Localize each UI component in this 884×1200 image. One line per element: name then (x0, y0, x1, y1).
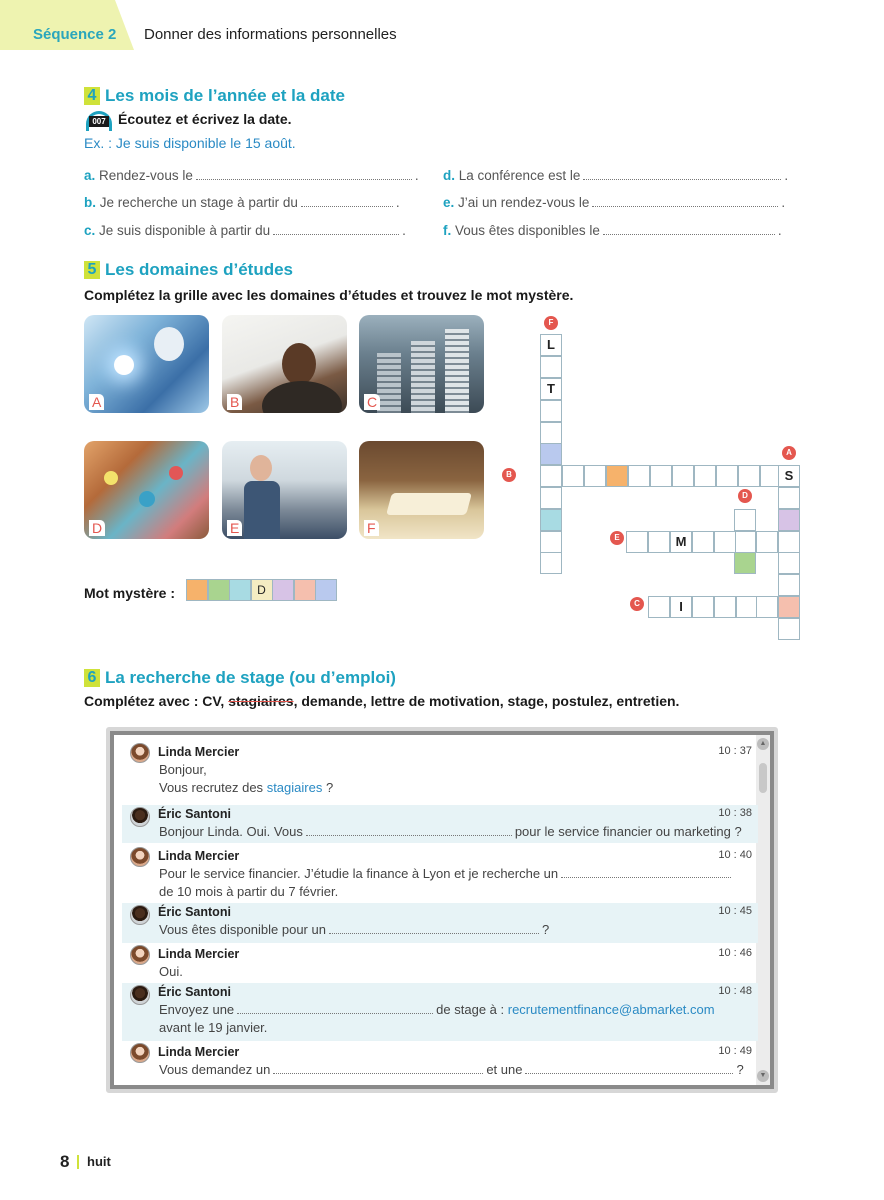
crossword-cell[interactable] (540, 400, 562, 422)
crossword-cell[interactable] (738, 465, 760, 487)
message-text: avant le 19 janvier. (159, 1020, 268, 1035)
message-text (159, 922, 549, 937)
science-lab-photo (84, 315, 209, 413)
avatar-linda (130, 743, 150, 763)
crossword-clue-marker: F (544, 316, 558, 330)
scroll-thumb[interactable] (759, 763, 767, 793)
question-text: J’ai un rendez-vous le (458, 195, 590, 210)
footer-divider (77, 1155, 79, 1169)
answer-blank[interactable] (583, 170, 781, 180)
photo-label: B (227, 394, 242, 410)
chat-message (122, 743, 758, 805)
crossword-cell[interactable]: T (540, 378, 562, 400)
email-link[interactable]: recrutementfinance@abmarket.com (507, 1002, 715, 1017)
crossword-cell[interactable] (540, 422, 562, 444)
question-letter: d. (443, 168, 455, 183)
chat-window (106, 727, 778, 1093)
message-text-part: pour le service financier ou marketing ? (514, 824, 742, 839)
section-5-instruction: Complétez la grille avec les domaines d’études et trouvez le mot mystère. (84, 287, 574, 303)
crossword-cell[interactable] (778, 596, 800, 618)
photo-label: C (364, 394, 380, 410)
answer-blank[interactable] (592, 197, 778, 207)
chat-scrollbar[interactable] (756, 735, 770, 1085)
crossword-cell[interactable] (606, 465, 628, 487)
page-number: 8 (60, 1152, 70, 1171)
sequence-label: Séquence 2 (33, 26, 117, 43)
finance-coins-photo (359, 315, 484, 413)
question-text: Vous êtes disponibles le (455, 223, 600, 238)
answer-blank[interactable] (301, 197, 393, 207)
message-time: 10 : 45 (718, 905, 752, 917)
example-text: Je suis disponible le 15 août. (115, 135, 296, 151)
crossword-cell[interactable] (778, 574, 800, 596)
scroll-up-icon[interactable]: ▲ (757, 738, 769, 750)
chat-message (122, 1043, 758, 1083)
section-title-text: La recherche de stage (ou d’emploi) (105, 668, 396, 687)
message-text-part: de stage à : (436, 1002, 505, 1017)
crossword-cell[interactable] (692, 596, 714, 618)
message-text-part: ? (736, 1062, 744, 1077)
audio-track-number: 007 (89, 116, 109, 127)
crossword-cell[interactable] (714, 596, 736, 618)
avatar-linda (130, 945, 150, 965)
crossword-cell[interactable] (734, 552, 756, 574)
message-text-part: et une (486, 1062, 523, 1077)
question-e: e. J’ai un rendez-vous le . (443, 195, 786, 210)
message-text-part: Vous êtes disponible pour un (159, 922, 326, 937)
answer-blank[interactable] (525, 1064, 733, 1074)
avatar-eric (130, 807, 150, 827)
question-c: c. Je suis disponible à partir du . (84, 223, 406, 238)
message-time: 10 : 49 (718, 1045, 752, 1057)
message-text: Bonjour, (159, 762, 207, 777)
mystery-letter-box[interactable]: D (251, 579, 273, 601)
section-6-title (84, 668, 396, 688)
crossword-cell[interactable] (628, 465, 650, 487)
chat-content (114, 735, 770, 1085)
message-time: 10 : 46 (718, 947, 752, 959)
message-text (159, 1062, 744, 1077)
page-number-word: huit (87, 1154, 111, 1169)
mystery-word-label: Mot mystère : (84, 585, 176, 601)
crossword-cell[interactable] (648, 531, 670, 553)
art-painting-photo (84, 441, 209, 539)
message-text-part: Vous demandez un (159, 1062, 271, 1077)
chat-message (122, 983, 758, 1041)
section-4-instruction (84, 111, 292, 127)
crossword-cell[interactable] (540, 509, 562, 531)
crossword-cell[interactable] (756, 531, 778, 553)
question-letter: e. (443, 195, 455, 210)
answer-blank[interactable] (237, 1004, 433, 1014)
commerce-shop-photo (222, 441, 347, 539)
crossword-cell[interactable]: M (670, 531, 692, 553)
message-author: Linda Mercier (158, 947, 240, 961)
answer-blank[interactable] (273, 1064, 483, 1074)
message-author: Linda Mercier (158, 745, 240, 759)
instruction-text: Écoutez et écrivez la date. (118, 111, 292, 127)
question-letter: c. (84, 223, 96, 238)
message-time: 10 : 48 (718, 985, 752, 997)
message-text (159, 1002, 715, 1017)
crossword-cell[interactable] (778, 509, 800, 531)
avatar-linda (130, 847, 150, 867)
section-number: 5 (84, 261, 100, 279)
example-line (84, 135, 296, 151)
scroll-down-icon[interactable]: ▼ (757, 1070, 769, 1082)
crossword-cell[interactable] (540, 356, 562, 378)
crossword-cell[interactable] (562, 465, 584, 487)
crossword-cell[interactable]: L (540, 334, 562, 356)
question-d: d. La conférence est le . (443, 168, 789, 183)
section-5-title (84, 260, 293, 280)
mystery-letter-box[interactable] (315, 579, 337, 601)
message-author: Linda Mercier (158, 849, 240, 863)
audio-headphones-icon[interactable] (84, 111, 114, 127)
message-text-part: Envoyez une (159, 1002, 235, 1017)
mystery-letter-box[interactable] (272, 579, 294, 601)
photo-label: F (364, 520, 379, 536)
message-author: Éric Santoni (158, 807, 231, 821)
question-text: Rendez-vous le (99, 168, 193, 183)
message-text-part: Vous recrutez des (159, 780, 264, 795)
message-text: Oui. (159, 964, 183, 979)
photo-label: A (89, 394, 104, 410)
question-f: f. Vous êtes disponibles le . (443, 223, 782, 238)
message-text (159, 824, 742, 839)
message-text: de 10 mois à partir du 7 février. (159, 884, 339, 899)
mystery-letter-box[interactable] (208, 579, 230, 601)
crossword-clue-marker: E (610, 531, 624, 545)
photo-label: E (227, 520, 242, 536)
message-author: Éric Santoni (158, 985, 231, 999)
crossword-cell[interactable] (650, 465, 672, 487)
message-text-part: ? (325, 780, 334, 795)
question-letter: a. (84, 168, 96, 183)
answer-blank[interactable] (306, 826, 512, 836)
crossword-cell[interactable]: S (778, 465, 800, 487)
question-text: Je suis disponible à partir du (99, 223, 271, 238)
question-a: a. Rendez-vous le . (84, 168, 419, 183)
literature-books-photo (359, 441, 484, 539)
crossword-cell[interactable] (756, 596, 778, 618)
crossword-cell[interactable] (672, 465, 694, 487)
mystery-letter-box[interactable] (229, 579, 251, 601)
crossword-clue-marker: D (738, 489, 752, 503)
crossword-cell[interactable] (626, 531, 648, 553)
section-number: 4 (84, 87, 100, 105)
mathematics-student-photo (222, 315, 347, 413)
message-author: Linda Mercier (158, 1045, 240, 1059)
crossword-cell[interactable] (778, 618, 800, 640)
crossword-cell[interactable] (540, 552, 562, 574)
crossword-cell[interactable] (734, 509, 756, 531)
crossword-cell[interactable] (778, 487, 800, 509)
crossword-cell[interactable] (716, 465, 738, 487)
avatar-eric (130, 985, 150, 1005)
crossword-cell[interactable] (714, 531, 736, 553)
question-text: La conférence est le (458, 168, 581, 183)
instruction-suffix: , demande, lettre de motivation, stage, postulez, entretien. (293, 693, 680, 709)
crossword-cell[interactable] (540, 531, 562, 553)
message-text (159, 780, 333, 795)
message-time: 10 : 37 (718, 745, 752, 757)
instruction-prefix: Complétez avec : CV, (84, 693, 225, 709)
message-text-part: ? (541, 922, 550, 937)
answer-blank[interactable] (603, 225, 775, 235)
chat-message (122, 847, 758, 903)
crossword-cell[interactable] (736, 596, 758, 618)
message-text-part: Bonjour Linda. Oui. Vous (159, 824, 303, 839)
example-label: Ex. : (84, 135, 113, 151)
section-6-instruction (84, 693, 679, 709)
message-highlight: stagiaires (266, 780, 323, 795)
crossword-cell[interactable] (584, 465, 606, 487)
answer-blank[interactable] (273, 225, 399, 235)
avatar-eric (130, 905, 150, 925)
crossword-clue-marker: B (502, 468, 516, 482)
section-4-title (84, 86, 345, 106)
question-letter: b. (84, 195, 96, 210)
message-time: 10 : 40 (718, 849, 752, 861)
crossword-cell[interactable] (648, 596, 670, 618)
message-author: Éric Santoni (158, 905, 231, 919)
crossword-cell[interactable] (540, 443, 562, 465)
answer-blank[interactable] (561, 868, 731, 878)
crossword-clue-marker: A (782, 446, 796, 460)
message-text (159, 866, 734, 881)
chat-message (122, 805, 758, 843)
question-text: Je recherche un stage à partir du (99, 195, 298, 210)
mystery-letter-box[interactable] (294, 579, 316, 601)
crossword-cell[interactable] (692, 531, 714, 553)
chat-message (122, 945, 758, 983)
crossword-cell[interactable] (694, 465, 716, 487)
section-number: 6 (84, 669, 100, 687)
answer-blank[interactable] (196, 170, 412, 180)
avatar-linda (130, 1043, 150, 1063)
photo-label: D (89, 520, 105, 536)
answer-blank[interactable] (329, 924, 539, 934)
crossword-clue-marker: C (630, 597, 644, 611)
message-text-part: Pour le service financier. J’étudie la finance à Lyon et je recherche un (159, 866, 559, 881)
section-title-text: Les domaines d’études (105, 260, 293, 279)
question-letter: f. (443, 223, 452, 238)
instruction-struck-word: stagiaires (228, 693, 294, 709)
question-b: b. Je recherche un stage à partir du . (84, 195, 400, 210)
crossword-cell[interactable]: I (670, 596, 692, 618)
section-title-text: Les mois de l’année et la date (105, 86, 345, 105)
crossword-cell[interactable] (540, 487, 562, 509)
mystery-letter-box[interactable] (186, 579, 208, 601)
chat-message (122, 903, 758, 943)
crossword-cell[interactable] (540, 465, 562, 487)
message-time: 10 : 38 (718, 807, 752, 819)
sequence-title: Donner des informations personnelles (144, 26, 397, 43)
crossword-cell[interactable] (778, 531, 800, 553)
crossword-cell[interactable] (734, 531, 756, 553)
crossword-cell[interactable] (778, 552, 800, 574)
